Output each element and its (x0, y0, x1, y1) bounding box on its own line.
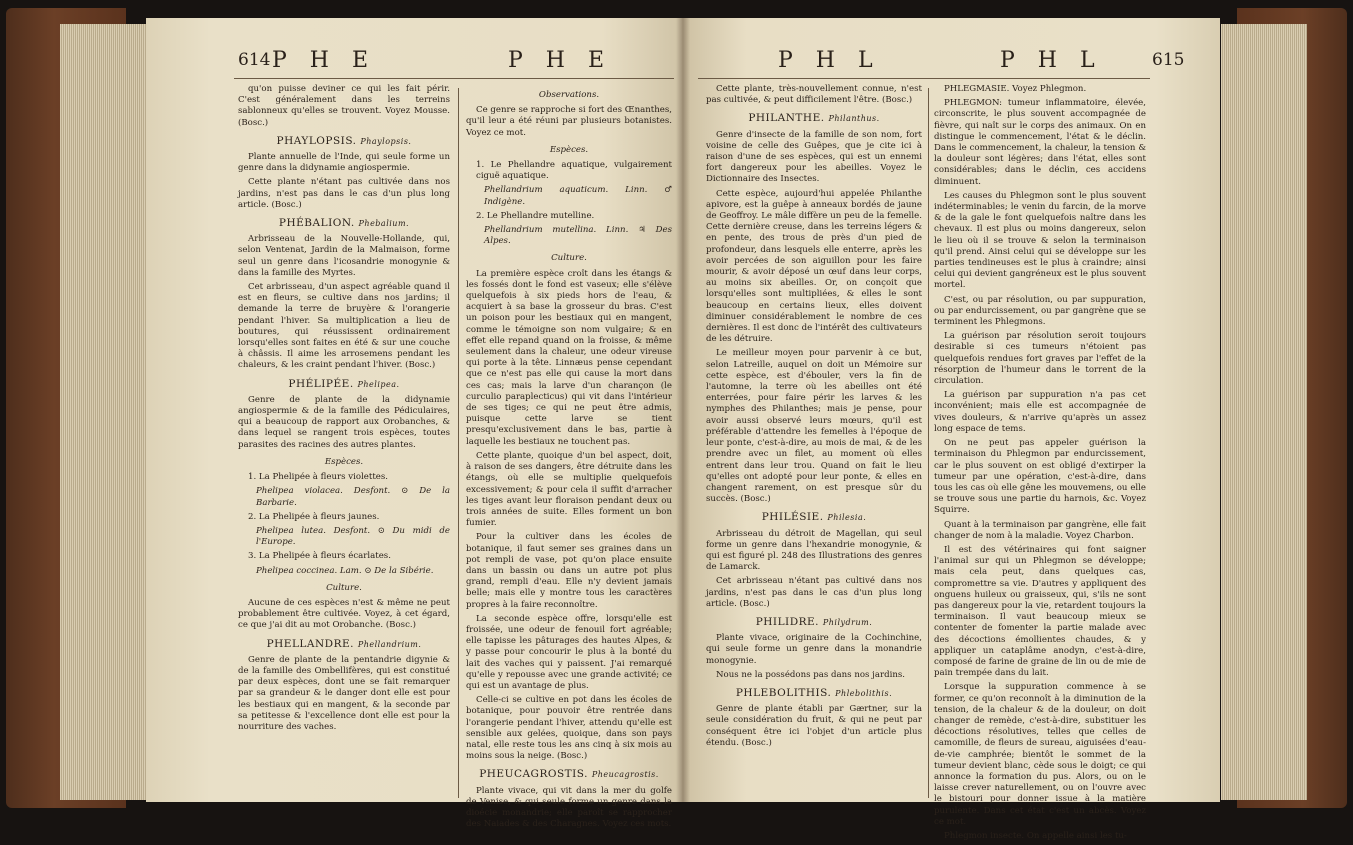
entry-latin-name: Pheucagrostis. (591, 770, 659, 780)
paragraph: Les causes du Phlegmon sont le plus souvent indéterminables; le venin du farcin, de la morve & de la gale le font quelquefois naître dans les chevaux. Il est plus ou moins dangereux, selon le lieu où il se trouve & selon la terminaison qu'il prend. Ainsi celui qui se développe sur les parties tendineuses est le plus à craindre; ainsi celui qui devient gangréneux est le plus souvent mortel. (934, 190, 1146, 291)
paragraph: Cette espèce, aujourd'hui appelée Philanthe apivore, est la guêpe à anneaux bordés de jaune de Geoffroy. Le mâle diffère un peu de la femelle. Cette dernière creuse, dans les terreins légers & en pente, des trous de près d'un pied de profondeur, dans lesquels elle enterre, après les avoir percées de son aiguillon pour les faire mourir, & avoir déposé un œuf dans leur corps, au moins six abeilles. Or, on conçoit que lorsqu'elles sont multipliées, & elles le sont beaucoup en certains lieux, elles doivent diminuer considérablement le nombre de ces dernières. Il est donc de l'intérêt des cultivateurs de les détruire. (706, 188, 922, 345)
paragraph: PHLEGMASIE. Voyez Phlegmon. (944, 84, 1087, 94)
paragraph: La guérison par suppuration n'a pas cet inconvénient; mais elle est accompagnée de vives douleurs, & n'arrive qu'après un assez long espace de tems. (934, 390, 1146, 434)
paragraph: Lorsque la suppuration commence à se former, ce qu'on reconnoît à la diminution de la tension, de la chaleur & de la douleur, on doit changer de remède, c'est-à-dire, substituer les décoctions résolutives, telles que celles de camomille, de fleurs de sureau, aiguisées d'eau-de-vie camphrée; bientôt le sommet de la tumeur devient blanc, cède sous le doigt; ce qui annonce la formation du pus. Alors, ou on le laisse crever naturellement, ou on l'ouvre avec le bistouri pour donner issue à la matière purulente. Dans cet état c'est un abcès. Voyez ce mot. (934, 682, 1146, 827)
paragraph: Arbrisseau du détroit de Magellan, qui seul forme un genre dans l'hexandrie monogynie, & qui est figuré pl. 248 des Illustrations des genres de Lamarck. (706, 528, 922, 573)
species-line: 1. Le Phellandre aquatique, vulgairement ciguë aquatique. (476, 160, 672, 182)
section-label: Culture. (551, 253, 587, 264)
book-gutter (676, 18, 690, 802)
entry-heading (238, 639, 450, 650)
paragraph: Celle-ci se cultive en pot dans les écoles de botanique, pour pouvoir être rentrée dans l'orangerie pendant l'hiver, attendu qu'elle est sensible aux gelées, quoique, dans son pays natal, elle reste tous les ans cinq à six mois au moins sous la neige. (Bosc.) (466, 695, 672, 762)
paragraph: Plante vivace, originaire de la Cochinchine, qui seule forme un genre dans la monandrie monogynie. (706, 633, 922, 666)
entry-heading (238, 218, 450, 229)
entry-latin-name: Phlebolithis. (835, 688, 893, 698)
section-label: Espèces. (549, 144, 589, 155)
species-line: 2. Le Phellandre mutelline. (476, 210, 595, 221)
species-line: Phellandrium aquaticum. Linn. ♂ Indigène. (484, 185, 672, 207)
section-label: Culture. (326, 582, 362, 593)
paragraph: C'est, ou par résolution, ou par suppuration, ou par endurcissement, ou par gangrène que se terminent les Phlegmons. (934, 294, 1146, 328)
entry-heading (466, 769, 672, 780)
entry-headword: PHAYLOPSIS. (276, 134, 357, 147)
header-rule (234, 78, 674, 79)
entry-latin-name: Phellandrium. (357, 639, 422, 649)
text-column-1 (706, 84, 922, 752)
entry-latin-name: Philanthus. (828, 114, 880, 124)
text-column-2 (466, 84, 672, 833)
paragraph: Cet arbrisseau n'étant pas cultivé dans nos jardins, n'est pas dans le cas d'un plus long article. (Bosc.) (706, 576, 922, 609)
paragraph: Plante annuelle de l'Inde, qui seule forme un genre dans la didynamie angiospermie. (238, 152, 450, 174)
paragraph: Genre d'insecte de la famille de son nom, fort voisine de celle des Guêpes, que je cite ici à raison d'une de ses espèces, qui est un ennemi fort dangereux pour les abeilles. Voyez le Dictionnaire des Insectes. (706, 129, 922, 185)
paragraph: La première espèce croît dans les étangs & les fossés dont le fond est vaseux; elle s'élève quelquefois à six pieds hors de l'eau, & acquiert à sa base la grosseur du bras. C'est un poison pour les bestiaux qui en mangent, comme le témoigne son nom vulgaire; & en effet elle repand quand on la froisse, & même seulement dans la chaleur, une odeur vireuse qui porte à la tête. Linnæus pense cependant que ce n'est pas elle qui cause la mort dans ces cas; mais la larve d'un charançon (le curculio paraplecticus) qui vit dans l'intérieur de ses tiges; ce qui ne peut être admis, puisque cette larve se tient presqu'exclusivement dans le bas, partie à laquelle les bestiaux ne touchent pas. (466, 268, 672, 447)
paragraph: Plante vivace, qui vit dans la mer du golfe de Venise, & qui seule forme un genre dans la dioécie monandrie; elle paroît se rapprocher des Naiades & des Charagnes. Voyez ces mots. (466, 785, 672, 830)
paragraph: Genre de plante de la pentandrie digynie & de la famille des Ombellifères, qui est constitué par deux espèces, dont une se fait remarquer par sa grandeur & le danger dont elle est pour les bestiaux qui en mangent, & la seconde par sa petitesse & l'excellence dont elle est pour la nourriture des vaches. (238, 654, 450, 732)
paragraph: Phlegmon insecte. On appelle ainsi les tu- (944, 831, 1127, 841)
page-edges-left (60, 24, 148, 800)
paragraph: Genre de plante établi par Gærtner, sur la seule considération du fruit, & qui ne peut par conséquent être ici l'objet d'un article plus étendu. (Bosc.) (706, 704, 922, 748)
entry-heading (238, 136, 450, 147)
entry-headword: PHEUCAGROSTIS. (479, 768, 588, 781)
text-column-2 (934, 84, 1146, 845)
species-line: Phellandrium mutellina. Linn. ♃ Des Alpes. (484, 225, 672, 247)
running-head: P H L (778, 48, 881, 73)
running-head: P H E (508, 48, 613, 73)
header-rule (698, 78, 1150, 79)
species-line: Phelipea coccinea. Lam. ⊙ De la Sibérie. (256, 565, 434, 576)
paragraph: Nous ne la possédons pas dans nos jardins. (716, 669, 905, 680)
text-column-1 (238, 84, 450, 736)
entry-heading (706, 617, 922, 628)
entry-heading (706, 688, 922, 699)
entry-latin-name: Philesia. (827, 513, 867, 523)
running-head: P H L (1000, 48, 1103, 73)
paragraph: Genre de plante de la didynamie angiospermie & de la famille des Pédiculaires, qui a beaucoup de rapport aux Orobanches, & dans lequel se rangent trois espèces, toutes parasites des racines des autres plantes. (238, 394, 450, 450)
running-head: P H E (272, 48, 377, 73)
paragraph: Ce genre se rapproche si fort des Œnanthes, qu'il leur a été réuni par plusieurs botanistes. Voyez ce mot. (466, 105, 672, 138)
right-page (682, 18, 1220, 841)
paragraph: Le meilleur moyen pour parvenir à ce but, selon Latreille, auquel on doit un Mémoire sur cette espèce, est d'ébouler, vers la fin de l'automne, la terre où les abeilles ont été enterrées, pour faire périr les larves & les nymphes des Philanthes; mais je pense, pour avoir aussi observé leurs mœurs, qu'il est préférable d'attendre les femelles à l'époque de leur ponte, c'est-à-dire, au mois de mai, & de les prendre avec un filet, au moment où elles entrent dans leur trou. Quand on fait le lieu qu'elles ont adopté pour leur ponte, & elles en changent rarement, on est presque sûr du succès. (Bosc.) (706, 348, 922, 505)
paragraph: Pour la cultiver dans les écoles de botanique, il faut semer ses graines dans un pot rempli de vase, pot qu'on place ensuite dans un bassin ou dans un autre pot plus grand, rempli d'eau. Elle n'y devient jamais belle; mais elle y montre tous les caractères propres à la faire reconnoître. (466, 532, 672, 610)
species-line: 1. La Phelipée à fleurs violettes. (248, 472, 389, 483)
paragraph: Cette plante, quoique d'un bel aspect, doit, à raison de ses dangers, être détruite dans les étangs, où elle se multiplie quelquefois excessivement; & pour cela il suffit d'arracher les tiges avant leur floraison pendant deux ou trois années de suite. Elles forment un bon fumier. (466, 450, 672, 529)
section-label: Observations. (538, 90, 600, 100)
species-line: Phelipea lutea. Desfont. ⊙ Du midi de l'Europe. (256, 525, 450, 548)
column-rule (458, 88, 459, 798)
page-edges-right (1221, 24, 1307, 800)
page-number: 614 (238, 50, 271, 70)
paragraph: On ne peut pas appeler guérison la terminaison du Phlegmon par endurcissement, car le plus souvent on est obligé d'extirper la tumeur par une opération, c'est-à-dire, dans tous les cas où elle gêne les mouvemens, ou elle se trouve sous une partie du harnois, &c. Voyez Squirre. (934, 438, 1146, 516)
entry-headword: PHILÉSIE. (761, 511, 824, 524)
paragraph: La seconde espèce offre, lorsqu'elle est froissée, une odeur de fenouil fort agréable; elle tapisse les pâturages des hautes Alpes, & y passe pour concourir le plus à la bonté du lait des vaches qui y paissent. J'ai remarqué qu'elle y repousse avec une grande activité; ce qui est un avantage de plus. (466, 613, 672, 691)
entry-heading (238, 379, 450, 390)
paragraph: Cette plante n'étant pas cultivée dans nos jardins, n'est pas dans le cas d'un plus long article. (Bosc.) (238, 177, 450, 210)
entry-headword: PHILIDRE. (755, 615, 820, 628)
paragraph: Aucune de ces espèces n'est & même ne peut probablement être cultivée. Voyez, à cet égard, ce que j'ai dit au mot Orobanche. (Bosc.) (238, 597, 450, 631)
paragraph: Cette plante, très-nouvellement connue, n'est pas cultivée, & peut difficilement l'être. (Bosc.) (706, 84, 922, 106)
entry-heading (706, 113, 922, 124)
column-rule (928, 88, 929, 798)
entry-headword: PHILANTHE. (748, 112, 825, 125)
entry-latin-name: Philydrum. (822, 617, 873, 627)
section-label: Espèces. (324, 456, 364, 467)
paragraph: Il est des vétérinaires qui font saigner l'animal sur qui un Phlegmon se développe; mais cela peut, dans quelques cas, compromettre sa vie. D'autres y appliquent des onguens huileux ou graisseux, qui, s'ils ne sont pas dangereux pour la vie, retardent toujours la terminaison. Il vaut beaucoup mieux se contenter de fomenter la partie malade avec des décoctions émollientes chaudes, & y appliquer un cataplâme anodyn, c'est-à-dire, composé de farine de graine de lin ou de mie de pain trempée dans du lait. (934, 544, 1146, 679)
entry-headword: PHELLANDRE. (266, 637, 354, 650)
species-line: 2. La Phelipée à fleurs jaunes. (248, 511, 380, 522)
species-line: 3. La Phelipée à fleurs écarlates. (248, 551, 391, 562)
species-line: Phelipea violacea. Desfont. ⊙ De la Barbarie. (256, 486, 450, 508)
paragraph: Quant à la terminaison par gangrène, elle fait changer de nom à la maladie. Voyez Charbon. (934, 519, 1146, 541)
paragraph: qu'on puisse deviner ce qui les fait périr. C'est généralement dans les terreins sablonneux qu'elles se trouvent. Voyez Mousse. (Bosc.) (238, 84, 450, 128)
entry-latin-name: Phaylopsis. (360, 136, 412, 146)
page-number: 615 (1152, 50, 1185, 70)
paragraph: La guérison par résolution seroit toujours desirable si ces tumeurs n'étoient pas quelquefois rendues fort graves par l'effet de la résorption de l'humeur dans le torrent de la circulation. (934, 331, 1146, 387)
paragraph: Cet arbrisseau, d'un aspect agréable quand il est en fleurs, se cultive dans nos jardins; il demande la terre de bruyère & l'orangerie pendant l'hiver. Sa multiplication a lieu de boutures, qui réussissent ordinairement lorsqu'elles sont faites en été & sur une couche à châssis. Il aime les arrosemens pendant les chaleurs, & les craint pendant l'hiver. (Bosc.) (238, 282, 450, 371)
entry-latin-name: Phelipea. (357, 379, 400, 389)
entry-latin-name: Phebalium. (358, 219, 410, 229)
entry-headword: PHLEBOLITHIS. (735, 686, 832, 699)
entry-headword: PHÉBALION. (278, 217, 355, 230)
entry-headword: PHÉLIPÉE. (288, 377, 354, 390)
left-page (146, 18, 682, 830)
paragraph: PHLEGMON: tumeur inflammatoire, élevée, circonscrite, le plus souvent accompagnée de fièvre, qui naît sur le corps des animaux. On en distingue le commencement, l'état & le déclin. Dans le commencement, la chaleur, la tension & la douleur sont légères; dans l'état, elles sont considérables; dans le déclin, ces accidens diminuent. (934, 98, 1146, 187)
entry-heading (706, 512, 922, 523)
paragraph: Arbrisseau de la Nouvelle-Hollande, qui, selon Ventenat, Jardin de la Malmaison, forme seul un genre dans l'icosandrie monogynie & dans la famille des Myrtes. (238, 234, 450, 278)
